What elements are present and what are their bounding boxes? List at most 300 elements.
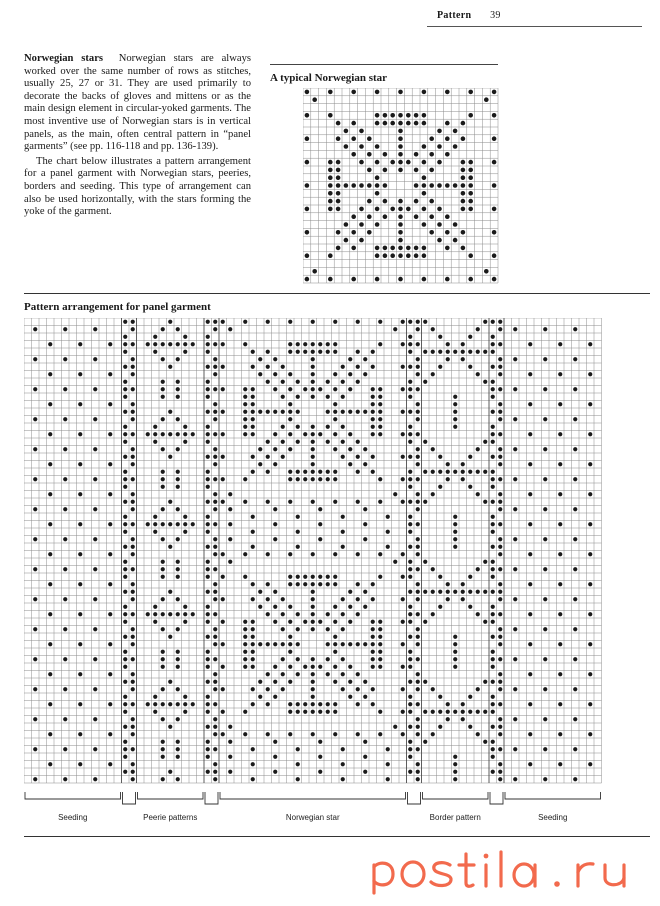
stitch: [371, 687, 375, 691]
stitch: [123, 425, 127, 429]
bracket-peerie: [138, 792, 204, 799]
stitch: [363, 507, 367, 511]
stitch: [161, 747, 165, 751]
star-stitch: [398, 199, 403, 204]
stitch: [588, 732, 592, 736]
stitch: [476, 710, 480, 714]
star-stitch: [367, 152, 372, 157]
stitch: [243, 395, 247, 399]
star-stitch: [328, 160, 333, 165]
stitch: [93, 507, 97, 511]
star-stitch: [453, 144, 458, 149]
stitch: [401, 342, 405, 346]
star-stitch: [414, 214, 419, 219]
star-stitch: [468, 160, 473, 165]
star-stitch: [383, 168, 388, 173]
stitch: [213, 522, 217, 526]
star-stitch: [336, 246, 341, 251]
stitch: [491, 612, 495, 616]
stitch: [476, 492, 480, 496]
stitch: [371, 597, 375, 601]
stitch: [341, 657, 345, 661]
stitch: [251, 635, 255, 639]
stitch: [431, 687, 435, 691]
star-stitch: [336, 230, 341, 235]
stitch: [363, 770, 367, 774]
stitch: [48, 762, 52, 766]
star-stitch: [375, 160, 380, 165]
stitch: [348, 432, 352, 436]
star-stitch: [312, 97, 317, 102]
star-stitch: [422, 90, 427, 95]
stitch: [498, 770, 502, 774]
star-stitch: [328, 113, 333, 118]
bracket-edge_3: [408, 792, 421, 804]
stitch: [461, 717, 465, 721]
stitch: [311, 342, 315, 346]
stitch: [213, 687, 217, 691]
star-stitch: [429, 168, 434, 173]
stitch: [408, 470, 412, 474]
stitch: [476, 470, 480, 474]
stitch: [161, 485, 165, 489]
stitch: [401, 620, 405, 624]
stitch: [123, 702, 127, 706]
stitch: [311, 672, 315, 676]
star-stitch: [461, 175, 466, 180]
stitch: [266, 642, 270, 646]
stitch: [386, 762, 390, 766]
stitch: [371, 665, 375, 669]
stitch: [206, 747, 210, 751]
stitch: [213, 492, 217, 496]
stitch: [288, 342, 292, 346]
stitch: [131, 537, 135, 541]
stitch: [63, 537, 67, 541]
stitch: [333, 642, 337, 646]
stitch: [131, 770, 135, 774]
stitch: [281, 380, 285, 384]
stitch: [491, 710, 495, 714]
stitch: [108, 702, 112, 706]
stitch: [243, 417, 247, 421]
stitch: [266, 552, 270, 556]
stitch: [206, 657, 210, 661]
stitch: [528, 672, 532, 676]
stitch: [288, 432, 292, 436]
stitch: [341, 642, 345, 646]
stitch: [491, 665, 495, 669]
stitch: [176, 657, 180, 661]
stitch: [93, 747, 97, 751]
stitch: [228, 755, 232, 759]
stitch: [63, 447, 67, 451]
star-stitch: [344, 144, 349, 149]
stitch: [468, 455, 472, 459]
star-stitch: [398, 238, 403, 243]
stitch: [543, 507, 547, 511]
intro-text: [24, 53, 251, 219]
stitch: [558, 672, 562, 676]
stitch: [558, 342, 562, 346]
stitch: [228, 725, 232, 729]
stitch: [408, 710, 412, 714]
stitch: [303, 702, 307, 706]
stitch: [281, 657, 285, 661]
stitch: [513, 597, 517, 601]
stitch: [213, 417, 217, 421]
stitch: [438, 350, 442, 354]
stitch: [93, 357, 97, 361]
stitch: [213, 365, 217, 369]
stitch: [146, 342, 150, 346]
star-stitch: [414, 253, 419, 258]
stitch: [408, 545, 412, 549]
stitch: [273, 680, 277, 684]
stitch: [408, 702, 412, 706]
stitch: [528, 762, 532, 766]
stitch: [48, 732, 52, 736]
stitch: [131, 582, 135, 586]
stitch: [281, 365, 285, 369]
stitch: [513, 717, 517, 721]
stitch: [146, 612, 150, 616]
stitch: [123, 740, 127, 744]
stitch: [221, 642, 225, 646]
star-stitch: [429, 152, 434, 157]
stitch: [483, 590, 487, 594]
stitch: [93, 567, 97, 571]
star-stitch: [492, 207, 497, 212]
stitch: [33, 567, 37, 571]
star-stitch: [375, 277, 380, 282]
stitch: [213, 432, 217, 436]
stitch: [513, 777, 517, 781]
stitch: [588, 672, 592, 676]
stitch: [131, 680, 135, 684]
stitch: [243, 402, 247, 406]
stitch: [221, 342, 225, 346]
stitch: [93, 597, 97, 601]
stitch: [206, 770, 210, 774]
stitch: [311, 695, 315, 699]
stitch: [453, 770, 457, 774]
stitch: [588, 612, 592, 616]
stitch: [123, 365, 127, 369]
stitch: [453, 417, 457, 421]
stitch: [333, 447, 337, 451]
stitch: [161, 575, 165, 579]
stitch: [528, 342, 532, 346]
stitch: [326, 470, 330, 474]
star-stitch: [351, 277, 356, 282]
stitch: [311, 687, 315, 691]
star-stitch: [445, 90, 450, 95]
stitch: [431, 372, 435, 376]
panel-seeding_left: [33, 327, 112, 781]
stitch: [251, 642, 255, 646]
stitch: [191, 522, 195, 526]
stitch: [213, 717, 217, 721]
stitch: [183, 710, 187, 714]
stitch: [318, 582, 322, 586]
stitch: [461, 357, 465, 361]
stitch: [311, 455, 315, 459]
stitch: [363, 537, 367, 541]
stitch: [326, 657, 330, 661]
stitch: [221, 387, 225, 391]
stitch: [93, 477, 97, 481]
stitch: [461, 477, 465, 481]
star-stitch: [305, 90, 310, 95]
stitch: [468, 470, 472, 474]
stitch: [123, 335, 127, 339]
stitch: [303, 582, 307, 586]
stitch: [131, 725, 135, 729]
star-stitch: [344, 238, 349, 243]
stitch: [251, 657, 255, 661]
stitch: [161, 702, 165, 706]
stitch: [296, 440, 300, 444]
stitch: [123, 320, 127, 324]
stitch: [326, 410, 330, 414]
star-stitch: [437, 144, 442, 149]
stitch: [318, 342, 322, 346]
stitch: [378, 320, 382, 324]
stitch: [266, 582, 270, 586]
stitch: [48, 702, 52, 706]
stitch: [483, 710, 487, 714]
stitch: [273, 605, 277, 609]
stitch: [206, 342, 210, 346]
stitch: [228, 770, 232, 774]
stitch: [461, 342, 465, 346]
stitch: [573, 657, 577, 661]
stitch: [498, 342, 502, 346]
star-stitch: [359, 129, 364, 134]
stitch: [416, 365, 420, 369]
stitch: [206, 665, 210, 669]
star-stitch: [367, 136, 372, 141]
stitch: [206, 350, 210, 354]
stitch: [491, 470, 495, 474]
stitch: [416, 455, 420, 459]
stitch: [453, 530, 457, 534]
stitch: [288, 372, 292, 376]
stitch: [558, 522, 562, 526]
stitch: [221, 410, 225, 414]
stitch: [78, 462, 82, 466]
star-stitch: [492, 113, 497, 118]
stitch: [251, 365, 255, 369]
stitch: [221, 732, 225, 736]
stitch: [131, 327, 135, 331]
stitch: [416, 357, 420, 361]
stitch: [461, 350, 465, 354]
stitch: [131, 492, 135, 496]
stitch: [206, 395, 210, 399]
bracket-border: [423, 792, 489, 799]
stitch: [183, 350, 187, 354]
stitch: [333, 342, 337, 346]
stitch: [243, 575, 247, 579]
stitch: [206, 650, 210, 654]
stitch: [356, 380, 360, 384]
stitch: [483, 620, 487, 624]
stitch: [528, 612, 532, 616]
star-stitch: [422, 121, 427, 126]
stitch: [416, 702, 420, 706]
stitch: [363, 642, 367, 646]
stitch: [78, 732, 82, 736]
stitch: [251, 597, 255, 601]
stitch: [438, 590, 442, 594]
star-stitch: [422, 113, 427, 118]
stitch: [168, 725, 172, 729]
stitch: [498, 635, 502, 639]
stitch: [288, 620, 292, 624]
stitch: [48, 582, 52, 586]
star-stitch: [398, 152, 403, 157]
stitch: [273, 665, 277, 669]
stitch: [386, 530, 390, 534]
stitch: [341, 380, 345, 384]
stitch: [168, 680, 172, 684]
stitch: [213, 567, 217, 571]
stitch: [513, 687, 517, 691]
stitch: [348, 410, 352, 414]
star-stitch: [422, 144, 427, 149]
stitch: [281, 597, 285, 601]
star-stitch: [429, 230, 434, 235]
stitch: [296, 710, 300, 714]
stitch: [176, 777, 180, 781]
stitch: [108, 342, 112, 346]
stitch: [408, 432, 412, 436]
stitch: [416, 507, 420, 511]
stitch: [311, 605, 315, 609]
stitch: [131, 635, 135, 639]
star-stitch: [414, 121, 419, 126]
stitch: [416, 642, 420, 646]
stitch: [123, 440, 127, 444]
star-stitch: [367, 199, 372, 204]
stitch: [498, 320, 502, 324]
stitch: [476, 590, 480, 594]
star-stitch: [414, 199, 419, 204]
stitch: [348, 462, 352, 466]
stitch: [408, 590, 412, 594]
stitch: [63, 417, 67, 421]
stitch: [168, 545, 172, 549]
stitch: [356, 732, 360, 736]
stitch: [258, 695, 262, 699]
stitch: [296, 530, 300, 534]
stitch: [438, 365, 442, 369]
stitch: [371, 455, 375, 459]
stitch: [333, 575, 337, 579]
stitch: [356, 672, 360, 676]
stitch: [378, 432, 382, 436]
page-number: 39: [490, 10, 501, 21]
stitch: [333, 605, 337, 609]
stitch: [446, 342, 450, 346]
stitch: [371, 650, 375, 654]
stitch: [311, 365, 315, 369]
star-stitch: [461, 207, 466, 212]
stitch: [176, 327, 180, 331]
star-stitch: [461, 136, 466, 141]
stitch: [416, 327, 420, 331]
stitch: [491, 365, 495, 369]
stitch: [153, 342, 157, 346]
stitch: [296, 515, 300, 519]
stitch: [161, 597, 165, 601]
stitch: [498, 687, 502, 691]
stitch: [371, 387, 375, 391]
stitch: [161, 327, 165, 331]
stitch: [266, 350, 270, 354]
stitch: [491, 657, 495, 661]
stitch: [303, 470, 307, 474]
stitch: [476, 732, 480, 736]
stitch: [371, 642, 375, 646]
star-stitch: [328, 175, 333, 180]
stitch: [401, 455, 405, 459]
paragraph-1-text: Norwegian stars are always worked over the same number of rows as stitches, usually 25, 27 or 31. They are used primarily to decorate the backs of gloves and mittens or as the main design element in circular-yoked garments. The most inventive use of Norwegian stars is in vertical panels, as the main, often central pattern in “panel garments” (see pp. 116-118 and pp. 136-139).: [24, 53, 251, 153]
stitch: [363, 695, 367, 699]
stitch: [371, 620, 375, 624]
stitch: [273, 447, 277, 451]
bottom-rule: [24, 836, 650, 837]
stitch: [153, 335, 157, 339]
star-stitch: [390, 207, 395, 212]
star-stitch: [398, 113, 403, 118]
stitch: [438, 470, 442, 474]
stitch: [491, 440, 495, 444]
stitch: [176, 342, 180, 346]
star-stitch: [344, 183, 349, 188]
stitch: [258, 372, 262, 376]
stitch: [251, 395, 255, 399]
stitch: [491, 387, 495, 391]
stitch: [108, 642, 112, 646]
stitch: [416, 732, 420, 736]
stitch: [123, 530, 127, 534]
stitch: [341, 612, 345, 616]
stitch: [146, 522, 150, 526]
stitch: [221, 552, 225, 556]
stitch: [573, 537, 577, 541]
stitch: [453, 425, 457, 429]
star-stitch: [461, 230, 466, 235]
stitch: [123, 620, 127, 624]
stitch: [251, 582, 255, 586]
star-stitch: [437, 129, 442, 134]
stitch: [558, 432, 562, 436]
star-stitch: [398, 222, 403, 227]
stitch: [498, 462, 502, 466]
stitch: [63, 657, 67, 661]
stitch: [408, 365, 412, 369]
star-stitch: [445, 152, 450, 157]
stitch: [543, 747, 547, 751]
stitch: [333, 680, 337, 684]
stitch: [318, 522, 322, 526]
stitch: [401, 687, 405, 691]
star-stitch: [328, 90, 333, 95]
stitch: [401, 732, 405, 736]
